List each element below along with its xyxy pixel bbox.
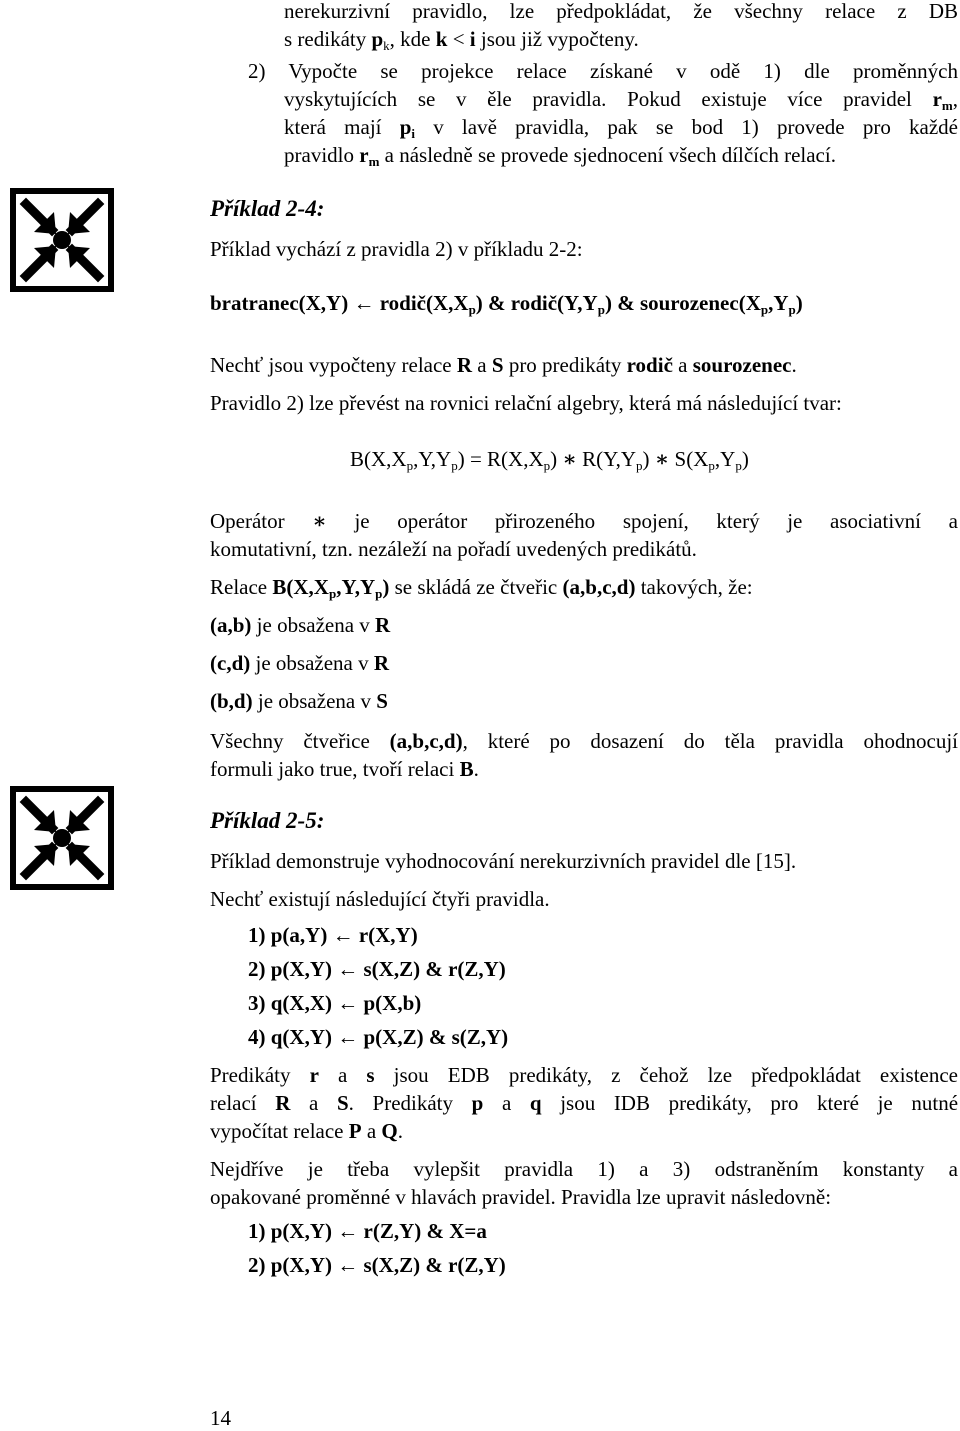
text-line: Operátor ∗ je operátor přirozeného spojení, který je asociativní a [210,509,958,533]
rule-line: 2) p(X,Y) ← s(X,Z) & r(Z,Y) [248,1253,506,1277]
converging-arrows-icon [10,786,114,890]
text-line: Nejdříve je třeba vylepšit pravidla 1) a 3) odstraněním konstanty a [210,1157,958,1181]
text-line: Relace $B(X,X_p,Y,Y_p)$ se skládá ze čtveřic (a,b,c,d) takových, že: [210,575,753,601]
algebra-formula: $B(X,X_p,Y,Y_p) = R(X,X_p)$ ∗ $R(Y,Y_p)$ ∗ $S(X_p,Y_p)$ [350,447,749,473]
text-line: Příklad demonstruje vyhodnocování nerekurzivních pravidel dle [15]. [210,849,797,873]
text-line: Příklad vychází z pravidla 2) v příkladu 2-2: [210,237,583,261]
rule-line: 3) q(X,X) ← p(X,b) [248,991,422,1015]
text-line: s redikáty $p_k$, kde k < i jsou již vypočteny. [284,27,639,53]
condition-line: (c,d) je obsažena v R [210,651,390,675]
text-line: Nechť existují následující čtyři pravidla. [210,887,550,911]
text-line: relací R a S. Predikáty p a q jsou IDB predikáty, pro které je nutné [210,1091,959,1115]
rule-formula: bratranec(X,Y) ← $rodič(X,X_p)$ & $rodič(Y,Y_p)$ & $sourozenec(X_p,Y_p)$ [210,291,803,317]
text-line: Všechny čtveřice (a,b,c,d), které po dosazení do těla pravidla ohodnocují [210,729,958,753]
text-line: která mají $p_i$ v lavě pravidla, pak se bod 1) provede pro každé [284,115,958,141]
example-heading: Příklad 2-4: [210,196,325,221]
rule-line: 4) q(X,Y) ← p(X,Z) & s(Z,Y) [248,1025,509,1049]
condition-line: (b,d) je obsažena v S [210,689,388,713]
text-line: Predikáty r a s jsou EDB predikáty, z čehož lze předpokládat existence [210,1063,958,1087]
text-line: Nechť jsou vypočteny relace R a S pro predikáty rodič a sourozenec. [210,353,797,377]
text-line: nerekurzivní pravidlo, lze předpokládat, že všechny relace z DB [284,0,958,23]
text-line: vypočítat relace P a Q. [210,1119,404,1143]
example-heading: Příklad 2-5: [210,808,325,833]
condition-line: (a,b) je obsažena v R [210,613,391,637]
rule-line: 2) p(X,Y) ← s(X,Z) & r(Z,Y) [248,957,506,981]
converging-arrows-icon [10,188,114,292]
page-number: 14 [210,1406,231,1430]
rule-line: 1) p(a,Y) ← r(X,Y) [248,923,418,947]
text-line: 2) Vypočte se projekce relace získané v odě 1) dle proměnných [248,59,958,83]
text-line: pravidlo $r_m$ a následně se provede sjednocení všech dílčích relací. [284,143,836,169]
rule-line: 1) p(X,Y) ← r(Z,Y) & X=a [248,1219,487,1243]
text-line: komutativní, tzn. nezáleží na pořadí uvedených predikátů. [210,537,697,561]
text-line: opakované proměnné v hlavách pravidel. Pravidla lze upravit následovně: [210,1185,832,1209]
text-line: formuli jako true, tvoří relaci B. [210,757,479,781]
text-line: Pravidlo 2) lze převést na rovnici relační algebry, která má následující tvar: [210,391,842,415]
text-line: vyskytujících se v ěle pravidla. Pokud existuje více pravidel $r_m$, [284,87,958,113]
